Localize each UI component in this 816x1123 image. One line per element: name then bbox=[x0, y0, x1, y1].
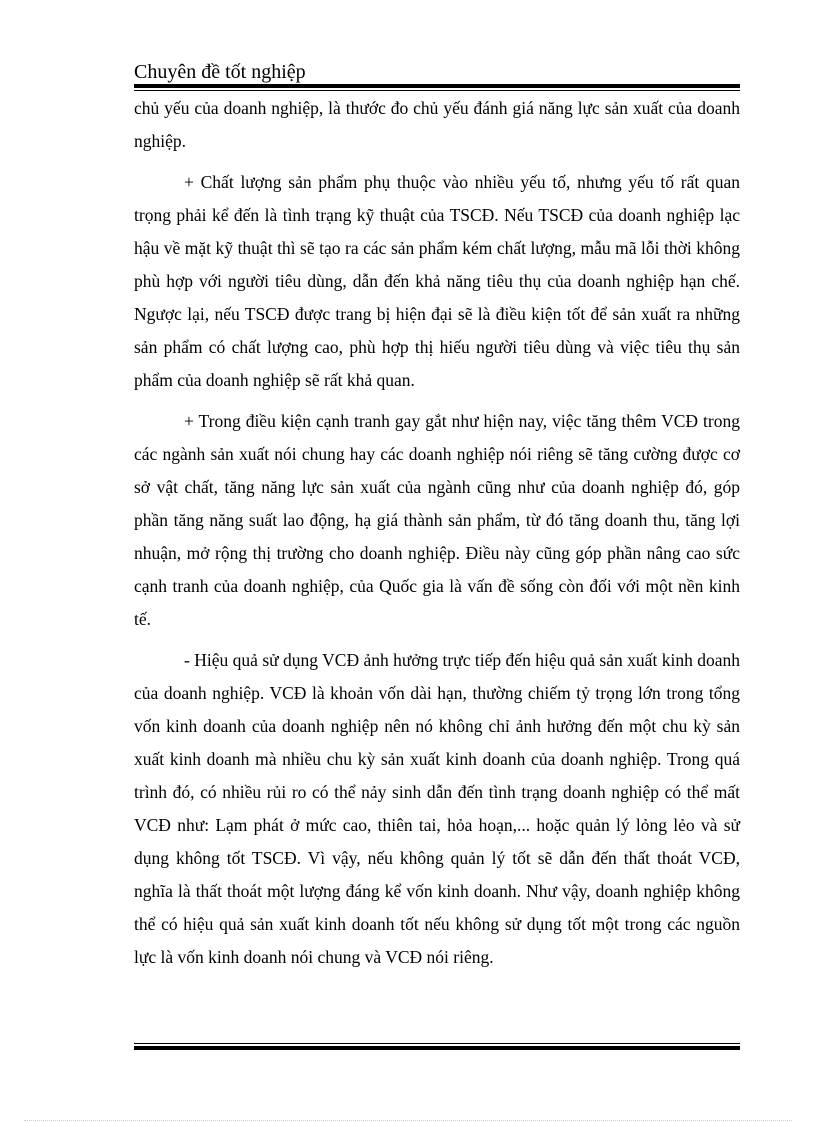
paragraph-efficiency: - Hiệu quả sử dụng VCĐ ảnh hưởng trực tiếp đến hiệu quả sản xuất kinh doanh của doanh nghiệp. VCĐ là khoản vốn dài hạn, thường chiếm tỷ trọng lớn trong tổng vốn kinh doanh của doanh nghiệp nên nó không chỉ ảnh hưởng đến một chu kỳ sản xuất kinh doanh mà nhiều chu kỳ sản xuất kinh doanh của doanh nghiệp. Trong quá trình đó, có nhiều rủi ro có thể nảy sinh dẫn đến tình trạng doanh nghiệp có thể mất VCĐ như: Lạm phát ở mức cao, thiên tai, hỏa hoạn,... hoặc quản lý lỏng lẻo và sử dụng không tốt TSCĐ. Vì vậy, nếu không quản lý tốt sẽ dẫn đến thất thoát VCĐ, nghĩa là thất thoát một lượng đáng kể vốn kinh doanh. Như vậy, doanh nghiệp không thể có hiệu quả sản xuất kinh doanh tốt nếu không sử dụng tốt một trong các nguồn lực là vốn kinh doanh nói chung và VCĐ nói riêng. bbox=[134, 650, 740, 967]
page-bottom-edge bbox=[24, 1120, 792, 1121]
paragraph-continuation: chủ yếu của doanh nghiệp, là thước đo chủ yếu đánh giá năng lực sản xuất của doanh nghiệp. bbox=[134, 98, 740, 151]
page-header-title: Chuyên đề tốt nghiệp bbox=[134, 61, 306, 83]
header-rule-thick bbox=[134, 84, 740, 88]
footer-rule-thick bbox=[134, 1046, 740, 1050]
document-body bbox=[134, 92, 740, 974]
footer-rule-thin bbox=[134, 1043, 740, 1044]
header-double-rule bbox=[134, 84, 740, 91]
paragraph-product-quality: + Chất lượng sản phẩm phụ thuộc vào nhiều yếu tố, nhưng yếu tố rất quan trọng phải kể đến là tình trạng kỹ thuật của TSCĐ. Nếu TSCĐ của doanh nghiệp lạc hậu về mặt kỹ thuật thì sẽ tạo ra các sản phẩm kém chất lượng, mẫu mã lỗi thời không phù hợp với người tiêu dùng, dẫn đến khả năng tiêu thụ của doanh nghiệp hạn chế. Ngược lại, nếu TSCĐ được trang bị hiện đại sẽ là điều kiện tốt để sản xuất ra những sản phẩm có chất lượng cao, phù hợp thị hiếu người tiêu dùng và việc tiêu thụ sản phẩm của doanh nghiệp sẽ rất khả quan. bbox=[134, 172, 740, 390]
footer-double-rule bbox=[134, 1043, 740, 1050]
paragraph-competition: + Trong điều kiện cạnh tranh gay gắt như hiện nay, việc tăng thêm VCĐ trong các ngành sản xuất nói chung hay các doanh nghiệp nói riêng sẽ tăng cường được cơ sở vật chất, tăng năng lực sản xuất của ngành cũng như của doanh nghiệp đó, góp phần tăng năng suất lao động, hạ giá thành sản phẩm, từ đó tăng doanh thu, tăng lợi nhuận, mở rộng thị trường cho doanh nghiệp. Điều này cũng góp phần nâng cao sức cạnh tranh của doanh nghiệp, của Quốc gia là vấn đề sống còn đối với một nền kinh tế. bbox=[134, 411, 740, 629]
header-rule-thin bbox=[134, 90, 740, 91]
